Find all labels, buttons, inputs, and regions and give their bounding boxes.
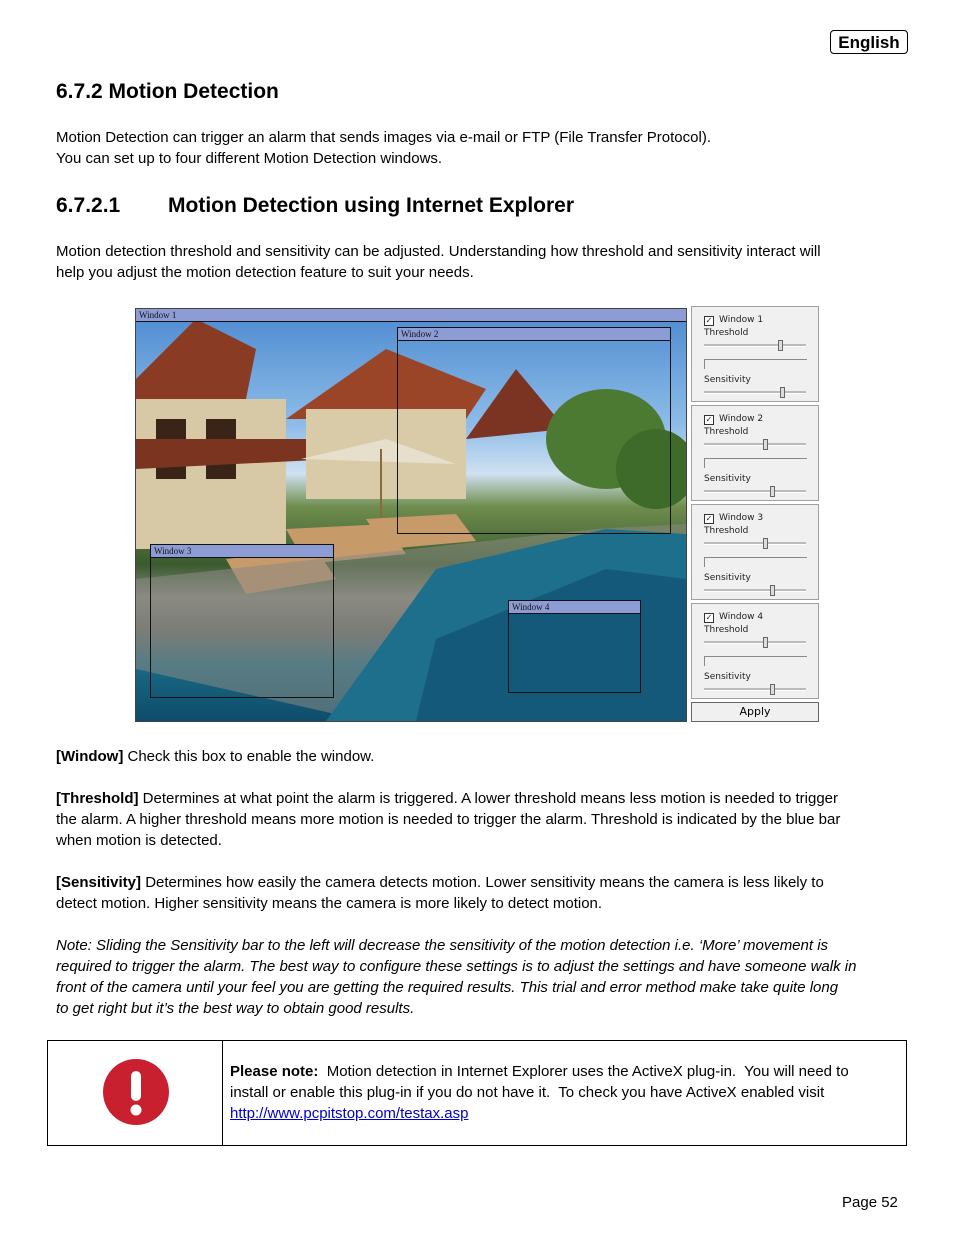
threshold-definition-line-2: the alarm. A higher threshold means more motion is needed to trigger the alarm. Threshold is indicated by the blue bar: [56, 811, 841, 828]
window-1-panel-label: Window 1: [719, 315, 764, 325]
language-badge: English: [830, 30, 908, 54]
section-intro-line-2: You can set up to four different Motion Detection windows.: [56, 150, 443, 167]
window-1-sensitivity-knob[interactable]: [780, 387, 785, 398]
subsection-intro-line-2: help you adjust the motion detection feature to suit your needs.: [56, 264, 474, 281]
callout-text: [230, 1061, 900, 1124]
camera-view-image: [135, 308, 687, 722]
subsection-title: Motion Detection using Internet Explorer: [168, 194, 575, 217]
callout-line-1-text: Motion detection in Internet Explorer uses the ActiveX plug-in. You will need to: [318, 1063, 849, 1080]
window-3-panel: [691, 504, 819, 600]
window-2-sensitivity-knob[interactable]: [770, 486, 775, 497]
note-line-1: Note: Sliding the Sensitivity bar to the left will decrease the sensitivity of the motion detection i.e. ‘More’ movement is: [56, 937, 829, 954]
sensitivity-definition-line-1: [56, 872, 824, 893]
motion-window-2-label: Window 2: [398, 328, 670, 341]
subsection-intro-line-1: Motion detection threshold and sensitivity can be adjusted. Understanding how threshold and sensitivity interact will: [56, 243, 821, 260]
window-4-sensitivity-slider[interactable]: [704, 688, 806, 691]
note-line-4: to get right but it’s the best way to obtain good results.: [56, 1000, 415, 1017]
window-1-threshold-label: Threshold: [704, 328, 749, 338]
subsection-number: 6.7.2.1: [56, 194, 121, 217]
window-3-threshold-slider[interactable]: [704, 542, 806, 545]
section-intro-line-1: Motion Detection can trigger an alarm that sends images via e-mail or FTP (File Transfer Protocol).: [56, 129, 711, 146]
window-3-threshold-knob[interactable]: [763, 538, 768, 549]
callout-bold-lead: Please note:: [230, 1063, 319, 1080]
window-3-sensitivity-slider[interactable]: [704, 589, 806, 592]
sensitivity-definition-text: Determines how easily the camera detects motion. Lower sensitivity means the camera is less likely to: [141, 874, 824, 891]
window-2-threshold-slider[interactable]: [704, 443, 806, 446]
motion-window-3-label: Window 3: [151, 545, 333, 558]
window-4-motion-meter: [704, 656, 807, 666]
window-3-threshold-label: Threshold: [704, 526, 749, 536]
activex-test-link[interactable]: http://www.pcpitstop.com/testax.asp: [230, 1105, 469, 1122]
exclamation-alert-icon: [103, 1059, 169, 1125]
window-2-panel-label: Window 2: [719, 414, 764, 424]
window-2-sensitivity-label: Sensitivity: [704, 474, 751, 484]
motion-window-2[interactable]: [397, 327, 671, 534]
callout-line-1: [230, 1061, 900, 1082]
window-4-threshold-knob[interactable]: [763, 637, 768, 648]
window-4-panel-label: Window 4: [719, 612, 764, 622]
window-1-panel: [691, 306, 819, 402]
threshold-definition-line-1: [56, 788, 838, 809]
window-4-sensitivity-label: Sensitivity: [704, 672, 751, 682]
motion-window-1-label: Window 1: [136, 309, 686, 322]
note-line-3: front of the camera until your feel you are getting the required results. This trial and error method make take quite long: [56, 979, 839, 996]
apply-button[interactable]: Apply: [691, 702, 819, 722]
window-3-panel-label: Window 3: [719, 513, 764, 523]
callout-line-2: install or enable this plug-in if you do not have it. To check you have ActiveX enabled visit: [230, 1084, 825, 1101]
window-3-checkbox[interactable]: ✓: [705, 514, 713, 523]
window-1-motion-meter: [704, 359, 807, 369]
sensitivity-term: [Sensitivity]: [56, 874, 142, 891]
exclamation-glyph: [103, 1059, 169, 1125]
window-1-threshold-knob[interactable]: [778, 340, 783, 351]
motion-window-4[interactable]: [508, 600, 641, 693]
window-2-threshold-label: Threshold: [704, 427, 749, 437]
window-1-checkbox[interactable]: ✓: [705, 316, 713, 325]
window-1-sensitivity-label: Sensitivity: [704, 375, 751, 385]
window-1-threshold-slider[interactable]: [704, 344, 806, 347]
window-3-motion-meter: [704, 557, 807, 567]
please-note-callout: [47, 1040, 907, 1146]
callout-divider: [222, 1041, 223, 1145]
window-term: [Window]: [56, 748, 124, 765]
threshold-term: [Threshold]: [56, 790, 139, 807]
window-2-sensitivity-slider[interactable]: [704, 490, 806, 493]
window-2-panel: [691, 405, 819, 501]
window-3-sensitivity-label: Sensitivity: [704, 573, 751, 583]
window-4-panel: [691, 603, 819, 699]
window-2-checkbox[interactable]: ✓: [705, 415, 713, 424]
window-2-motion-meter: [704, 458, 807, 468]
window-4-threshold-slider[interactable]: [704, 641, 806, 644]
motion-window-3[interactable]: [150, 544, 334, 698]
window-4-sensitivity-knob[interactable]: [770, 684, 775, 695]
window-definition-text: Check this box to enable the window.: [123, 748, 375, 765]
threshold-definition-text: Determines at what point the alarm is triggered. A lower threshold means less motion is needed to trigger: [138, 790, 839, 807]
threshold-definition-line-3: when motion is detected.: [56, 832, 222, 849]
window-1-sensitivity-slider[interactable]: [704, 391, 806, 394]
window-3-sensitivity-knob[interactable]: [770, 585, 775, 596]
note-line-2: required to trigger the alarm. The best way to configure these settings is to adjust the settings and have someone walk in: [56, 958, 857, 975]
window-definition: [56, 746, 374, 767]
section-heading: 6.7.2 Motion Detection: [56, 80, 279, 103]
page-number: Page 52: [842, 1194, 898, 1211]
window-2-threshold-knob[interactable]: [763, 439, 768, 450]
motion-window-4-label: Window 4: [509, 601, 640, 614]
sensitivity-definition-line-2: detect motion. Higher sensitivity means the camera is more likely to detect motion.: [56, 895, 603, 912]
window-4-threshold-label: Threshold: [704, 625, 749, 635]
window-4-checkbox[interactable]: ✓: [705, 613, 713, 622]
